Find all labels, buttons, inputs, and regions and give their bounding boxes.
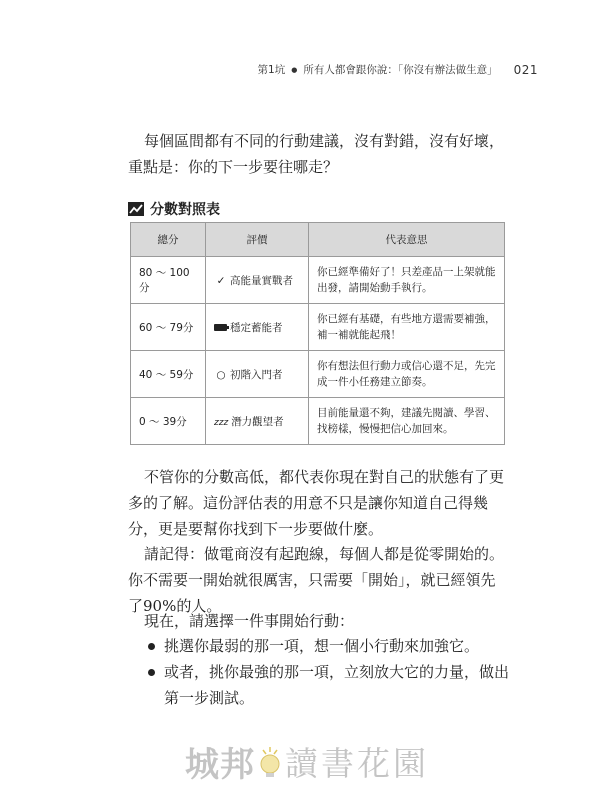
section-title bbox=[128, 199, 220, 219]
score-range: 60 ～ 79分 bbox=[131, 304, 206, 351]
chapter-label: 第1坑 bbox=[257, 64, 286, 76]
meaning-cell: 你有想法但行動力或信心還不足，先完成一件小任務建立節奏。 bbox=[309, 351, 505, 398]
table-row bbox=[131, 398, 505, 445]
rating-label: 潛力觀望者 bbox=[231, 415, 284, 428]
rating-label: 高能量實戰者 bbox=[230, 274, 293, 287]
rating-cell bbox=[206, 351, 309, 398]
trend-chart-icon bbox=[128, 202, 144, 216]
header-total-score: 總分 bbox=[131, 223, 206, 257]
intro-paragraph bbox=[128, 128, 508, 180]
header-meaning: 代表意思 bbox=[309, 223, 505, 257]
body-paragraph-3 bbox=[128, 608, 508, 634]
check-icon: ✓ bbox=[216, 274, 226, 287]
chapter-title: 所有人都會跟你說：「你沒有辦法做生意」 bbox=[303, 64, 498, 76]
rating-label: 初階入門者 bbox=[230, 368, 283, 381]
publisher-watermark bbox=[185, 737, 429, 786]
paragraph-text: 不管你的分數高低，都代表你現在對自己的狀態有了更多的了解。這份評估表的用意不只是讓你知道自己得幾分，更是要幫你找到下一步要做什麼。 bbox=[128, 468, 505, 538]
lightbulb-icon bbox=[257, 742, 283, 782]
battery-icon bbox=[214, 324, 227, 331]
watermark-text-2: 讀書花園 bbox=[285, 744, 429, 783]
score-table bbox=[130, 222, 505, 445]
page-number: 021 bbox=[513, 62, 538, 77]
watermark-text-1: 城邦 bbox=[185, 745, 255, 785]
meaning-cell: 目前能量還不夠，建議先閱讀、學習、找榜樣，慢慢把信心加回來。 bbox=[309, 398, 505, 445]
table-row bbox=[131, 351, 505, 398]
header-rating: 評價 bbox=[206, 223, 309, 257]
list-item: 挑選你最弱的那一項，想一個小行動來加強它。 bbox=[150, 633, 510, 659]
sleep-zzz-icon: zzz bbox=[214, 417, 229, 428]
score-range: 80 ～ 100分 bbox=[131, 257, 206, 304]
paragraph-text: 現在，請選擇一件事開始行動： bbox=[144, 612, 355, 630]
bullet-dot-icon: ● bbox=[291, 65, 298, 74]
action-list bbox=[150, 633, 510, 711]
score-range: 40 ～ 59分 bbox=[131, 351, 206, 398]
table-row bbox=[131, 257, 505, 304]
table-row bbox=[131, 304, 505, 351]
rating-cell bbox=[206, 257, 309, 304]
section-title-text: 分數對照表 bbox=[150, 202, 220, 218]
paragraph-text: 請記得：做電商沒有起跑線，每個人都是從零開始的。你不需要一開始就很厲害，只需要「開始」，就已經領先了90%的人。 bbox=[128, 545, 505, 615]
rating-cell bbox=[206, 398, 309, 445]
table-header-row bbox=[131, 223, 505, 257]
circle-icon: ○ bbox=[216, 368, 226, 381]
rating-label: 穩定蓄能者 bbox=[230, 321, 283, 334]
list-item: 或者，挑你最強的那一項，立刻放大它的力量，做出第一步測試。 bbox=[150, 659, 510, 711]
intro-text: 每個區間都有不同的行動建議，沒有對錯，沒有好壞，重點是：你的下一步要往哪走？ bbox=[128, 132, 505, 176]
score-range: 0 ～ 39分 bbox=[131, 398, 206, 445]
body-paragraph-1 bbox=[128, 464, 508, 542]
meaning-cell: 你已經有基礎，有些地方還需要補強，補一補就能起飛！ bbox=[309, 304, 505, 351]
meaning-cell: 你已經準備好了！只差產品一上架就能出發，請開始動手執行。 bbox=[309, 257, 505, 304]
rating-cell bbox=[206, 304, 309, 351]
running-header bbox=[258, 62, 538, 77]
